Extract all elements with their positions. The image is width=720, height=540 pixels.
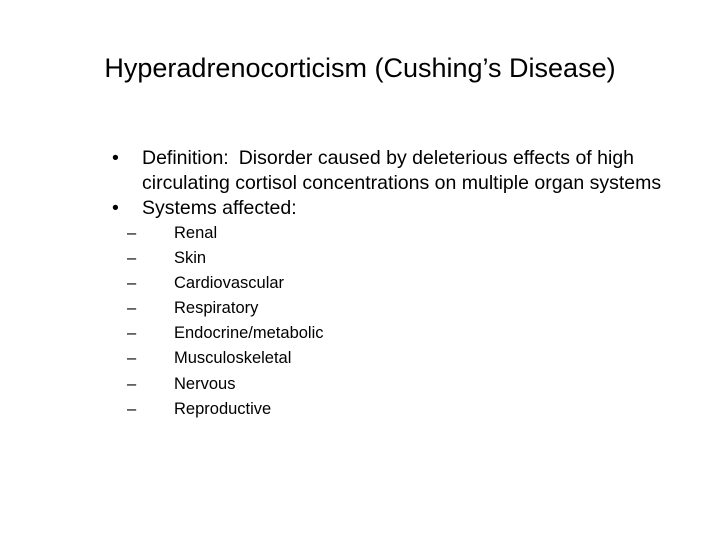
system-name: Nervous (174, 374, 236, 393)
system-name: Cardiovascular (174, 274, 285, 293)
list-item (112, 372, 672, 397)
system-name: Endocrine/metabolic (174, 324, 324, 343)
bullet-systems-affected (112, 196, 672, 221)
list-item (112, 221, 672, 246)
bullet-marker: • (112, 147, 119, 169)
dash-marker: – (127, 324, 137, 343)
dash-marker: – (127, 374, 137, 393)
list-item (112, 397, 672, 422)
dash-marker: – (127, 399, 137, 418)
system-name: Musculoskeletal (174, 349, 292, 368)
slide-body (112, 146, 672, 422)
list-item (112, 246, 672, 271)
dash-marker: – (127, 224, 137, 242)
bullet-marker: • (112, 197, 119, 219)
dash-marker: – (127, 249, 137, 268)
dash-marker: – (127, 274, 137, 293)
system-name: Skin (174, 249, 207, 268)
list-item (112, 296, 672, 321)
list-item (112, 271, 672, 296)
systems-list (112, 221, 672, 422)
system-name: Respiratory (174, 299, 259, 318)
slide-title: Hyperadrenocorticism (Cushing’s Disease) (104, 53, 616, 83)
systems-affected-label: Systems affected: (142, 197, 297, 219)
definition-label: Definition: (142, 147, 229, 169)
list-item (112, 346, 672, 371)
system-name: Renal (174, 224, 218, 242)
list-item (112, 321, 672, 346)
dash-marker: – (127, 349, 137, 368)
system-name: Reproductive (174, 399, 272, 418)
bullet-definition (112, 146, 672, 196)
dash-marker: – (127, 299, 137, 318)
bullet-text (142, 197, 297, 219)
definition-text: Disorder caused by deleterious effects of high circulating cortisol concentrations on multiple organ systems (142, 147, 662, 194)
bullet-text (142, 147, 661, 194)
